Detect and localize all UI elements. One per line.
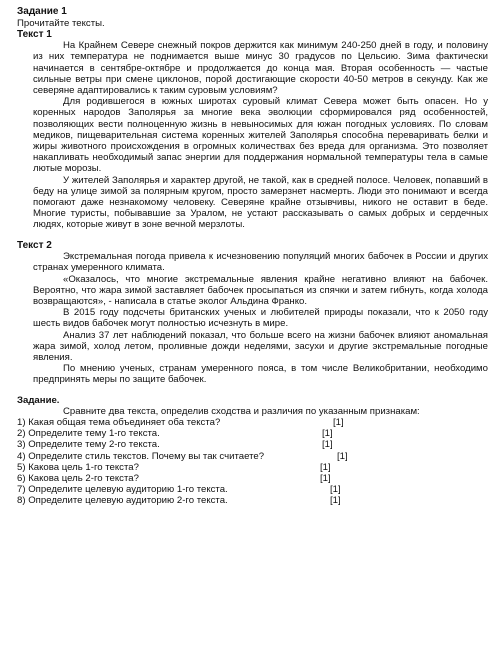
question-score: [1] [337,450,348,462]
question-item [17,439,488,450]
text1-heading: Текст 1 [17,28,52,40]
question-text: 7) Определите целевую аудиторию 1-го текста. [17,484,228,496]
assignment-intro: Сравните два текста, определив сходства и различия по указанным признакам: [63,405,420,417]
text2-paragraph: «Оказалось, что многие экстремальные явления крайне негативно влияют на бабочек. Вероятно, что жара зимой заставляет бабочек просыпаться из спячки и затем гибнуть, когда холода возвращаются», - написала в статье эколог Альдина Франко. [33,273,488,307]
question-text: 5) Какова цель 1-го текста? [17,461,139,473]
text2-paragraph: Экстремальная погода привела к исчезновению популяций многих бабочек в России и других странах умеренного климата. [33,251,488,274]
question-list [17,417,488,507]
question-text: 2) Определите тему 1-го текста. [17,428,160,440]
question-item [17,495,488,506]
question-item [17,462,488,473]
task-title: Задание 1 [17,6,67,17]
question-score: [1] [320,461,331,473]
text2-paragraph: В 2015 году подсчеты британских ученых и любителей природы показали, что к 2050 году шесть видов бабочек могут полностью исчезнуть в мире. [33,307,488,330]
text2-paragraph: Анализ 37 лет наблюдений показал, что больше всего на жизни бабочек влияют аномальная жара зимой, холод летом, проливные дожди неделями, засухи и другие экстремальные погодные явления. [33,329,488,363]
question-text: 4) Определите стиль текстов. Почему вы так считаете? [17,450,265,462]
text1-body [17,40,488,230]
question-score: [1] [333,417,344,428]
text1-paragraph: Для родившегося в южных широтах суровый климат Севера может быть опасен. Но у коренных народов Заполярья за многие века эволюции сформировался ряд особенностей, позволяющих вести полноценную жизнь в невыносимых для южан погодных условиях. По словам медиков, пищеварительная система коренных жителей Заполярья способна переваривать белки и жиры животного происхождения в огромных количествах без вреда для организма. Это позволяет накапливать необходимый запас энергии для поддержания нормальной температуры тела в самые лютые морозы. [33,96,488,175]
question-score: [1] [322,428,333,440]
question-score: [1] [322,439,333,451]
question-text: 8) Определите целевую аудиторию 2-го текста. [17,495,228,507]
question-score: [1] [330,495,341,507]
assignment-heading: Задание. [17,394,60,406]
text1-paragraph: У жителей Заполярья и характер другой, не такой, как в средней полосе. Человек, попавший в беду на улице зимой за полярным кругом, просто замерзнет насмерть. Люди это понимают и всегда помогают даже незнакомому человеку. Северяне крайне отзывчивы, никого не оставит в беде. Многие туристы, побывавшие за Уралом, не устают рассказывать о самых добрых и сердечных людях, которые живут в зоне вечной мерзлоты. [33,174,488,231]
question-text: 1) Какая общая тема объединяет оба текста? [17,417,221,428]
question-item [17,484,488,495]
question-item [17,451,488,462]
question-score: [1] [320,472,331,484]
question-item [17,417,488,428]
text2-heading: Текст 2 [17,239,52,251]
question-text: 3) Определите тему 2-го текста. [17,439,160,451]
question-item [17,428,488,439]
task-instruction: Прочитайте тексты. [17,17,105,29]
text1-paragraph: На Крайнем Севере снежный покров держится как минимум 240-250 дней в году, и половину из них температура не поднимается выше минус 30 градусов по Цельсию. Зима фактически начинается в сентябре-октябре и продолжается до конца мая. Вторая особенность — частые сильные ветры при смене циклонов, порой достигающие скорости 40-50 метров в секунду. Как же северяне адаптировались к таким суровым условиям? [33,40,488,97]
question-item [17,473,488,484]
question-score: [1] [330,484,341,496]
text2-body [17,251,488,385]
text2-paragraph: По мнению ученых, странам умеренного пояса, в том числе Великобритании, необходимо предпринять меры по защите бабочек. [33,363,488,386]
question-text: 6) Какова цель 2-го текста? [17,472,139,484]
